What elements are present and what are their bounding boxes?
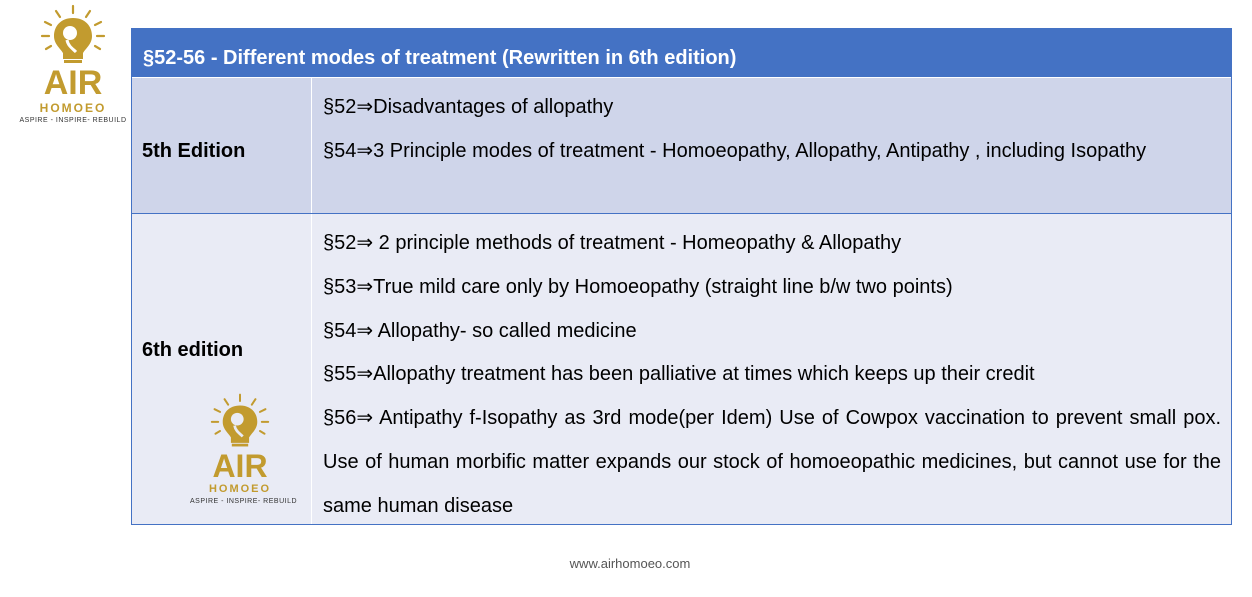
logo-brand-text: AIR	[212, 448, 268, 484]
content-line: §53⇒True mild care only by Homoeopathy (straight line b/w two points)	[323, 275, 953, 298]
air-homoeo-logo	[190, 392, 298, 518]
table-header: §52-56 - Different modes of treatment (Rewritten in 6th edition)	[132, 29, 1231, 78]
logo-tagline: ASPIRE - INSPIRE- REBUILD	[190, 498, 298, 505]
footer-url: www.airhomoeo.com	[569, 556, 691, 571]
content-line: §54⇒ Allopathy- so called medicine	[323, 319, 637, 342]
row-content-cell	[313, 214, 1231, 524]
logo-tagline: ASPIRE - INSPIRE- REBUILD	[19, 117, 127, 124]
row-label: 6th edition	[142, 339, 244, 361]
content-line: §55⇒Allopathy treatment has been palliative at times which keeps up their credit	[323, 363, 1035, 386]
bulb-icon	[18, 4, 128, 66]
logo-sub-text: HOMOEO	[208, 483, 272, 495]
content-line: §56⇒ Antipathy f-Isopathy as 3rd mode(per Idem) Use of Cowpox vaccination to prevent small pox. Use of human morbific matter expands our stock of homoeopathic medicines, but cannot use for the same human disease	[323, 407, 1221, 517]
content-line: §52⇒Disadvantages of allopathy	[323, 96, 614, 118]
content-line: §54⇒3 Principle modes of treatment - Homoeopathy, Allopathy, Antipathy , including Isopathy	[323, 139, 1147, 162]
row-label: 5th Edition	[142, 140, 246, 162]
row-label-cell	[132, 78, 312, 213]
logo-sub-text: HOMOEO	[39, 101, 107, 115]
table-row-5th-edition	[132, 78, 1231, 214]
air-homoeo-logo	[18, 4, 128, 126]
comparison-table	[131, 28, 1232, 525]
row-content-cell	[313, 78, 1231, 213]
logo-brand-text: AIR	[43, 64, 103, 102]
table-row-6th-edition	[132, 214, 1231, 524]
content-line: §52⇒ 2 principle methods of treatment - Homeopathy & Allopathy	[323, 232, 902, 254]
bulb-icon	[190, 392, 290, 450]
